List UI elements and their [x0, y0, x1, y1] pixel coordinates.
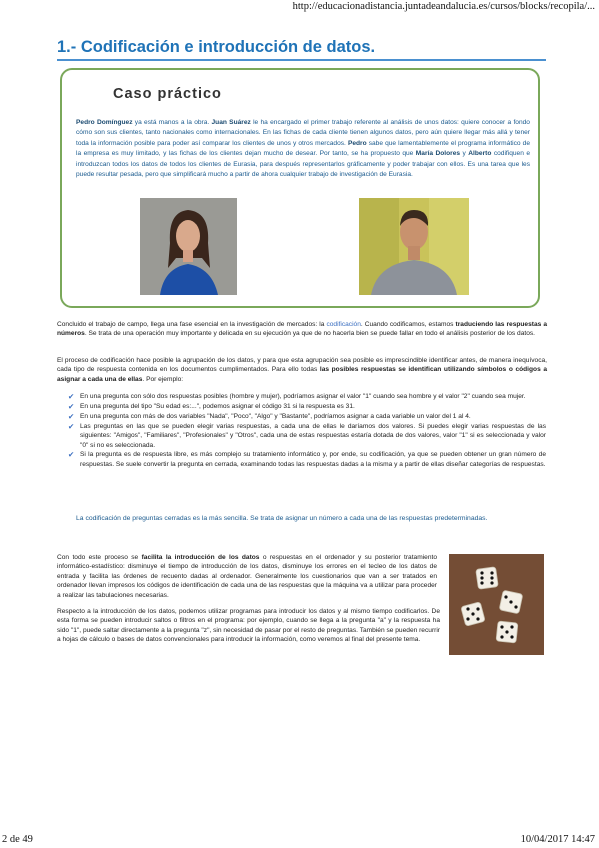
list-item — [68, 422, 546, 450]
checkmark-icon: ✔ — [68, 450, 75, 460]
title-underline — [57, 59, 546, 61]
woman-photo — [140, 198, 237, 295]
dice-photo — [449, 554, 544, 655]
case-study-text — [76, 118, 530, 180]
list-item-text: En una pregunta con sólo dos respuestas posibles (hombre y mujer), podríamos asignar el valor "1" cuando sea hombre y el valor "2" cuando sea mujer. — [80, 393, 526, 400]
case-study-heading: Caso práctico — [113, 86, 222, 102]
examples-list — [68, 392, 546, 470]
print-timestamp: 10/04/2017 14:47 — [520, 834, 595, 845]
case-text-segment: ya está manos a la obra. — [132, 119, 212, 126]
character-name: Pedro Domínguez — [76, 119, 133, 126]
list-item-text: En una pregunta del tipo "Su edad es:...", podemos asignar el código 31 si la respuesta es 31. — [80, 402, 355, 410]
paragraph-facilita: Con todo este proceso se facilita la introducción de los datos o respuestas en el ordenador y su posterior tratamiento informático-estadístico: disminuye el tiempo de introducción de los datos, disminuye los errores en el tecleo de los datos de entrada y facilita las órdenes de recuento dadas al ordenador. Generalmente los cuestionarios que van a ser tratados en ordenador llevan impresos los códigos de identificación de cada una de las respuestas que la máquina va a utilizar para proceder a realizar las tabulaciones necesarias. — [57, 554, 437, 599]
character-name: Alberto — [468, 150, 492, 158]
paragraph-introduccion: Respecto a la introducción de los datos, podemos utilizar programas para introducir los datos y al mismo tiempo codificarlos. De esta forma se pueden introducir saltos o filtros en el programa: por ejemplo, cuando se llega a la pregunta "a" y la respuesta ha sido "1", puede saltar directamente a la pregunta "z", sin necesidad de pasar por el resto de preguntas. También se pueden recurrir a hojas de cálculo o bases de datos convencionales para introducir la información, como veremos al final del presente tema. — [57, 608, 440, 644]
case-text-segment: sabe que lamentablemente el programa informático de la empresa es muy limitado, y las fichas de los clientes dejan mucho de desear. Por tanto, se ha propuesto que — [76, 139, 530, 158]
list-item-text: En una pregunta con más de dos variables "Nada", "Poco", "Algo" y "Bastante", podríamos asignar a cada variable un valor del 1 al 4. — [80, 412, 471, 420]
checkmark-icon: ✔ — [68, 421, 75, 431]
character-name: María Dolores — [415, 150, 461, 158]
list-item-text: Las preguntas en las que se pueden elegir varias respuestas, a cada una de ellas le daríamos dos valores. Si puedes elegir varias respuestas de las siguientes: "Amigos", "Familiares", "Profesionales" y "Otros", cada una de estas respuestas estaría dotada de dos valores, valor "1" si es seleccionada y valor "0" si no es seleccionada. — [80, 422, 546, 449]
codificacion-link[interactable]: codificación — [326, 321, 361, 328]
list-item — [68, 412, 546, 421]
list-item-text: Si la pregunta es de respuesta libre, es más complejo su tratamiento informático y, por ende, su codificación, ya que se pueden obtener un gran número de respuestas. Se suele convertir la pregunta en cerrada, examinando todas las respuestas dadas a la misma y a partir de ellas diseñar categorías de respuestas. — [80, 451, 546, 468]
character-name: Pedro — [347, 139, 367, 147]
man-photo — [359, 198, 469, 295]
paragraph-codificacion: Concluido el trabajo de campo, llega una fase esencial en la investigación de mercados: la codificación. Cuando codificamos, estamos traduciendo las respuestas a números. Se trata de una operación muy importante y delicada en su ejecución ya que de no hacerla bien se puede fallar en todo el análisis posterior de los datos. — [57, 321, 547, 338]
list-item — [68, 392, 546, 401]
list-item — [68, 402, 546, 411]
case-text-segment: le ha encargado el primer trabajo referente al análisis de unos datos: quiere conocer a fondo cómo son sus clientes, tanto nacionales como internacionales. En las fichas de cada cliente tienen algunos datos, pero aún quiere llegar más allá y tener toda la información posible para poder así comparar los clientes de unos y otros mercados. — [76, 119, 530, 147]
checkmark-icon: ✔ — [68, 401, 75, 411]
note-text: La codificación de preguntas cerradas es la más sencilla. Se trata de asignar un número a cada una de las respuestas predeterminadas. — [76, 515, 488, 522]
page-number: 2 de 49 — [2, 834, 33, 845]
checkmark-icon: ✔ — [68, 411, 75, 421]
print-header-url: http://educacionadistancia.juntadeandalucia.es/cursos/blocks/recopila/... — [292, 1, 595, 12]
paragraph-proceso: El proceso de codificación hace posible la agrupación de los datos, y para que esta agrupación sea posible es imprescindible identificar antes, de manera inequívoca, cada tipo de respuesta contenida en los documentos cumplimentados. Para ello todas las posibles respuestas se identifican utilizando símbolos o códigos a asignar a cada una de ellas. Por ejemplo: — [57, 357, 547, 383]
list-item — [68, 450, 546, 469]
section-title: 1.- Codificación e introducción de datos. — [57, 38, 376, 56]
character-name: Juan Suárez — [211, 119, 251, 126]
checkmark-icon: ✔ — [68, 392, 75, 401]
case-text-segment: y — [460, 150, 469, 158]
case-text-segment: codifiquen e introduzcan todos los datos de todos los clientes de Eurasia, para después representarlos gráficamente y poder trabajar con ellos. Es una tarea que les puede resultar pesada, pero que simplificará mucho a partir de ahora cualquier trabajo de investigación de Eurasia. — [76, 150, 531, 179]
